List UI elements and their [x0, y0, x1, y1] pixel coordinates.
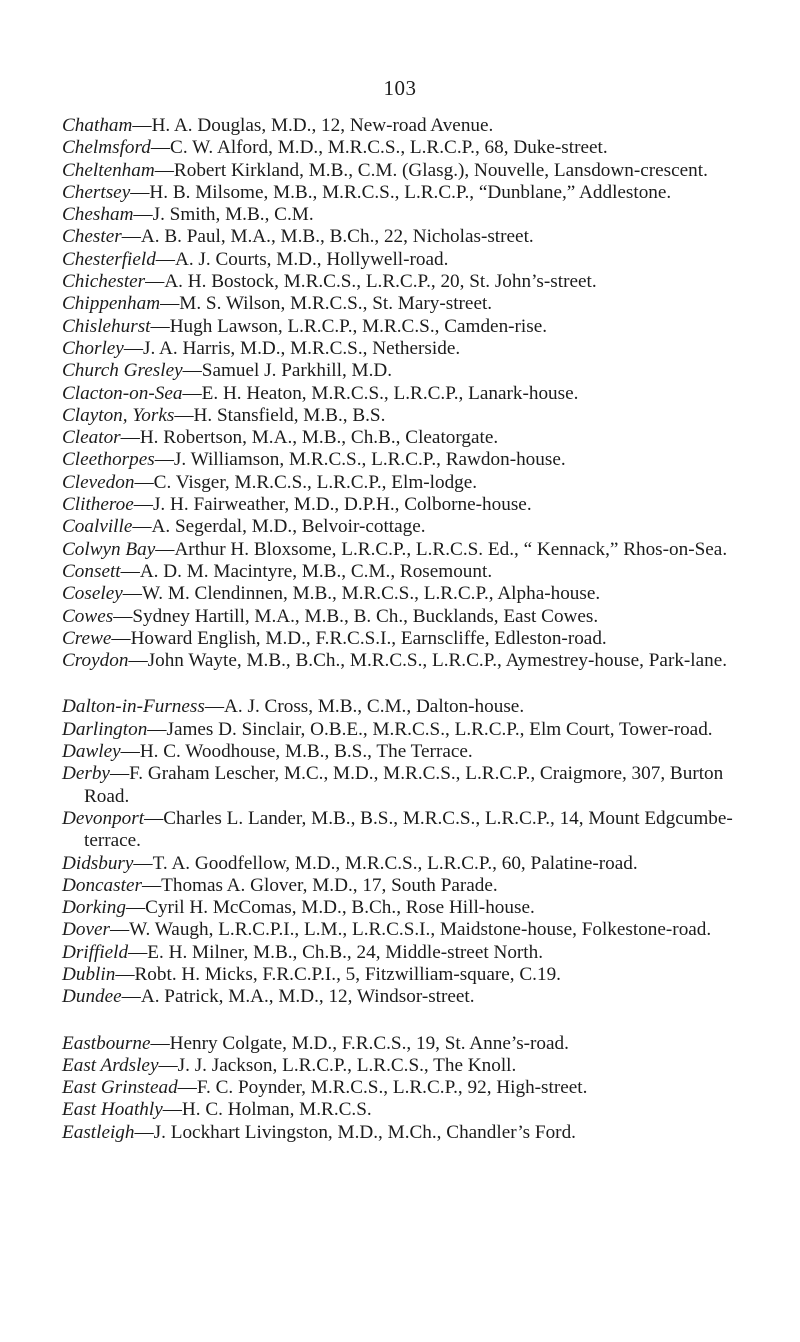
directory-entry [62, 472, 752, 494]
directory-entry [62, 182, 752, 204]
directory-entry [62, 383, 752, 405]
directory-entry [62, 1099, 752, 1121]
entry-details: —Howard English, M.D., F.R.C.S.I., Earnscliffe, Edleston-road. [111, 627, 607, 649]
entry-details: —Robt. H. Micks, F.R.C.P.I., 5, Fitzwilliam-square, C.19. [115, 963, 561, 985]
directory-entry [62, 249, 752, 271]
entry-details: —Hugh Lawson, L.R.C.P., M.R.C.S., Camden-rise. [150, 315, 548, 337]
place-name: Cheltenham [62, 159, 155, 181]
directory-entry [62, 719, 752, 741]
place-name: Colwyn Bay [62, 538, 156, 560]
place-name: Eastbourne [62, 1032, 151, 1054]
place-name: Cowes [62, 605, 114, 627]
place-name: Crewe [62, 627, 112, 649]
entry-details: —H. B. Milsome, M.B., M.R.C.S., L.R.C.P., “Dunblane,” Addlestone. [130, 181, 672, 203]
directory-entry [62, 897, 752, 919]
place-name: Dawley [62, 741, 121, 763]
directory-entry [62, 316, 752, 338]
entry-details: —W. Waugh, L.R.C.P.I., L.M., L.R.C.S.I., Maidstone-house, Folkestone-road. [109, 919, 712, 941]
place-name: Chelmsford [62, 137, 151, 159]
directory-section [62, 1033, 752, 1144]
entry-details: —T. A. Goodfellow, M.D., M.R.C.S., L.R.C.P., 60, Palatine-road. [133, 852, 638, 874]
directory-entry [62, 539, 752, 561]
place-name: Didsbury [62, 852, 134, 874]
directory-entry [62, 338, 752, 360]
place-name: Dundee [62, 986, 122, 1008]
entry-details: —E. H. Heaton, M.R.C.S., L.R.C.P., Lanark-house. [182, 382, 579, 404]
place-name: Chislehurst [62, 315, 151, 337]
entry-details: —A. J. Cross, M.B., C.M., Dalton-house. [204, 696, 525, 718]
entry-details: —A. J. Courts, M.D., Hollywell-road. [155, 248, 449, 270]
place-name: Dublin [62, 963, 116, 985]
directory-section [62, 115, 752, 672]
directory-entry [62, 650, 752, 672]
directory-entry [62, 628, 752, 650]
directory-entry [62, 942, 752, 964]
directory-listing [62, 115, 752, 1144]
entry-details: —H. Stansfield, M.B., B.S. [174, 404, 386, 426]
place-name: Croydon [62, 650, 129, 672]
entry-details: —J. Smith, M.B., C.M. [133, 204, 314, 226]
directory-section [62, 696, 752, 1008]
place-name: Clitheroe [62, 494, 134, 516]
entry-details: —F. C. Poynder, M.R.C.S., L.R.C.P., 92, High-street. [177, 1077, 588, 1099]
place-name: Chester [62, 226, 122, 248]
directory-entry [62, 405, 752, 427]
directory-entry [62, 427, 752, 449]
directory-entry [62, 696, 752, 718]
directory-entry [62, 494, 752, 516]
directory-entry [62, 293, 752, 315]
directory-entry [62, 919, 752, 941]
directory-entry [62, 1033, 752, 1055]
place-name: Dover [62, 919, 110, 941]
directory-entry [62, 875, 752, 897]
directory-entry [62, 853, 752, 875]
entry-details: —J. Williamson, M.R.C.S., L.R.C.P., Rawdon-house. [154, 449, 566, 471]
directory-entry [62, 741, 752, 763]
entry-details: —A. Segerdal, M.D., Belvoir-cottage. [132, 516, 426, 538]
directory-entry [62, 964, 752, 986]
directory-entry [62, 808, 752, 853]
place-name: Doncaster [62, 874, 142, 896]
entry-details: —A. H. Bostock, M.R.C.S., L.R.C.P., 20, St. John’s-street. [145, 271, 597, 293]
entry-details: —Charles L. Lander, M.B., B.S., M.R.C.S., L.R.C.P., 14, Mount Edgcumbe-terrace. [84, 807, 733, 852]
entry-details: —E. H. Milner, M.B., Ch.B., 24, Middle-street North. [128, 941, 544, 963]
directory-entry [62, 271, 752, 293]
directory-entry [62, 1122, 752, 1144]
entry-details: —Henry Colgate, M.D., F.R.C.S., 19, St. Anne’s-road. [150, 1032, 569, 1054]
directory-entry [62, 606, 752, 628]
place-name: Driffield [62, 941, 129, 963]
place-name: Chippenham [62, 293, 161, 315]
page-number: 103 [383, 76, 417, 100]
directory-entry [62, 204, 752, 226]
entry-details: —Samuel J. Parkhill, M.D. [182, 360, 393, 382]
directory-entry [62, 137, 752, 159]
directory-entry [62, 516, 752, 538]
place-name: Chesterfield [62, 248, 156, 270]
directory-entry [62, 583, 752, 605]
entry-details: —J. H. Fairweather, M.D., D.P.H., Colborne-house. [133, 494, 532, 516]
entry-details: —W. M. Clendinnen, M.B., M.R.C.S., L.R.C.P., Alpha-house. [122, 583, 601, 605]
place-name: Devonport [62, 807, 145, 829]
entry-details: —M. S. Wilson, M.R.C.S., St. Mary-street. [160, 293, 493, 315]
directory-entry [62, 561, 752, 583]
place-name: Eastleigh [62, 1121, 135, 1143]
place-name: Clayton, Yorks [62, 404, 175, 426]
entry-details: —A. B. Paul, M.A., M.B., B.Ch., 22, Nicholas-street. [121, 226, 534, 248]
place-name: Consett [62, 560, 121, 582]
directory-entry [62, 449, 752, 471]
entry-details: —J. J. Jackson, L.R.C.P., L.R.C.S., The Knoll. [158, 1054, 517, 1076]
entry-details: —H. Robertson, M.A., M.B., Ch.B., Cleatorgate. [120, 427, 499, 449]
directory-entry [62, 115, 752, 137]
entry-details: —A. D. M. Macintyre, M.B., C.M., Rosemount. [120, 560, 493, 582]
directory-entry [62, 1077, 752, 1099]
place-name: Dorking [62, 897, 126, 919]
entry-details: —Cyril H. McComas, M.D., B.Ch., Rose Hill-house. [125, 897, 535, 919]
place-name: Clevedon [62, 471, 135, 493]
place-name: Darlington [62, 718, 148, 740]
entry-details: —C. W. Alford, M.D., M.R.C.S., L.R.C.P., 68, Duke-street. [150, 137, 608, 159]
entry-details: —Thomas A. Glover, M.D., 17, South Parade. [141, 874, 498, 896]
entry-details: —A. Patrick, M.A., M.D., 12, Windsor-street. [121, 986, 475, 1008]
place-name: Chesham [62, 204, 134, 226]
directory-entry [62, 986, 752, 1008]
place-name: Coalville [62, 516, 133, 538]
entry-details: —H. C. Holman, M.R.C.S. [162, 1099, 372, 1121]
entry-details: —C. Visger, M.R.C.S., L.R.C.P., Elm-lodge. [134, 471, 478, 493]
place-name: East Grinstead [62, 1077, 178, 1099]
place-name: Chichester [62, 271, 146, 293]
entry-details: —J. Lockhart Livingston, M.D., M.Ch., Chandler’s Ford. [134, 1121, 576, 1143]
directory-entry [62, 1055, 752, 1077]
entry-details: —Robert Kirkland, M.B., C.M. (Glasg.), Nouvelle, Lansdown-crescent. [154, 159, 708, 181]
place-name: Coseley [62, 583, 123, 605]
place-name: Chorley [62, 337, 124, 359]
place-name: East Hoathly [62, 1099, 163, 1121]
directory-entry [62, 226, 752, 248]
entry-details: —F. Graham Lescher, M.C., M.D., M.R.C.S., L.R.C.P., Craigmore, 307, Burton Road. [84, 763, 724, 807]
entry-details: —James D. Sinclair, O.B.E., M.R.C.S., L.R.C.P., Elm Court, Tower-road. [147, 718, 713, 740]
entry-details: —H. C. Woodhouse, M.B., B.S., The Terrace. [120, 741, 473, 763]
place-name: Dalton-in-Furness [62, 696, 205, 718]
place-name: Church Gresley [62, 360, 183, 382]
entry-details: —J. A. Harris, M.D., M.R.C.S., Netherside. [123, 337, 461, 359]
place-name: Cleator [62, 427, 121, 449]
place-name: East Ardsley [62, 1054, 159, 1076]
entry-details: —Sydney Hartill, M.A., M.B., B. Ch., Bucklands, East Cowes. [113, 605, 599, 627]
place-name: Clacton-on-Sea [62, 382, 183, 404]
place-name: Cleethorpes [62, 449, 155, 471]
entry-details: —H. A. Douglas, M.D., 12, New-road Avenue. [132, 115, 494, 136]
directory-entry [62, 763, 752, 808]
entry-details: —Arthur H. Bloxsome, L.R.C.P., L.R.C.S. Ed., “ Kennack,” Rhos-on-Sea. [155, 538, 728, 560]
directory-entry [62, 360, 752, 382]
entry-details: —John Wayte, M.B., B.Ch., M.R.C.S., L.R.C.P., Aymestrey-house, Park-lane. [128, 650, 728, 672]
place-name: Derby [62, 763, 110, 785]
place-name: Chertsey [62, 181, 131, 203]
directory-entry [62, 160, 752, 182]
place-name: Chatham [62, 115, 133, 136]
